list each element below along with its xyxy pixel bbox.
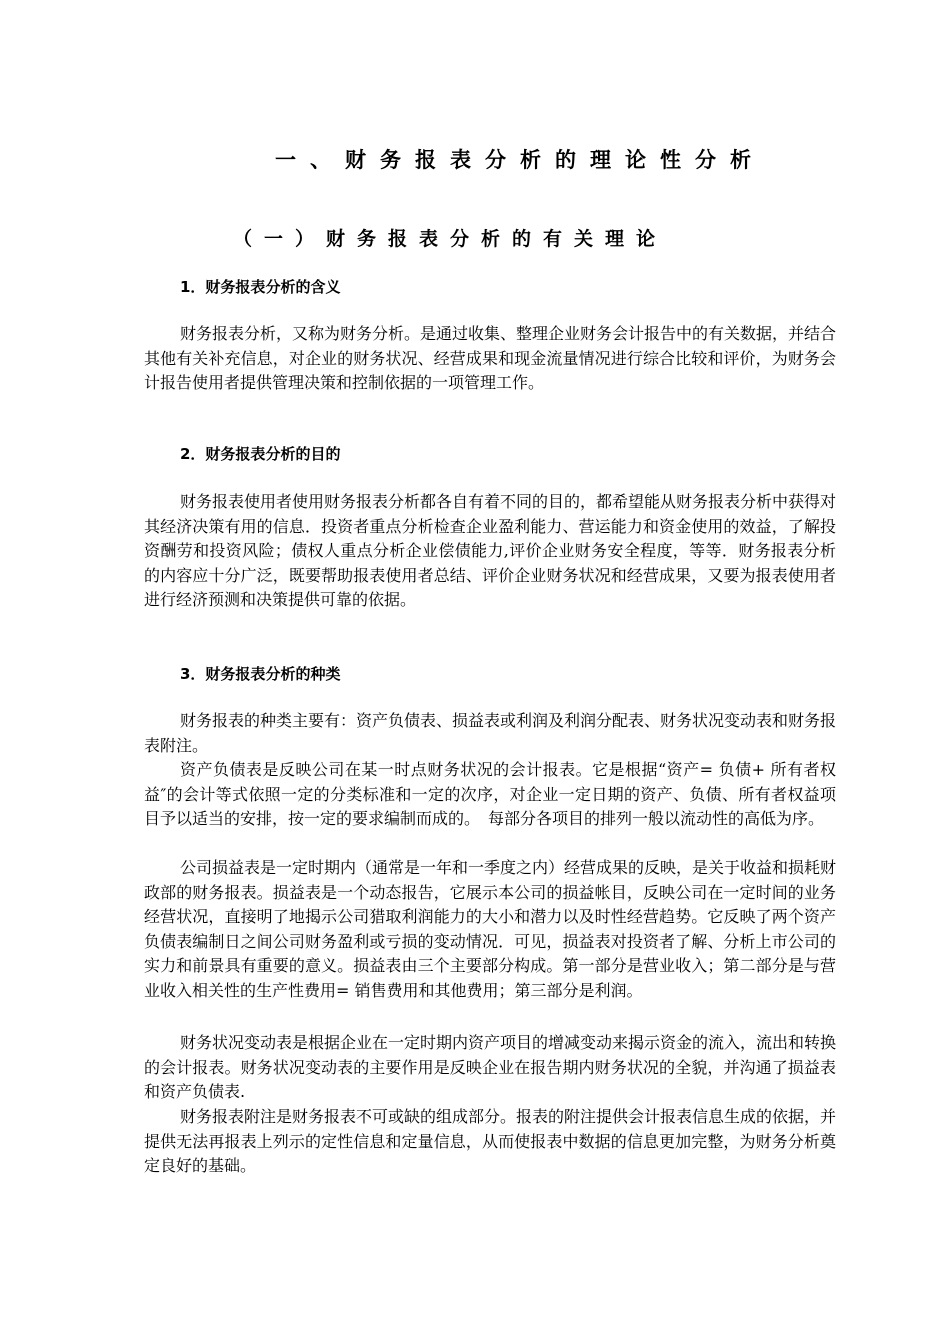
paragraph-types-intro: 财务报表的种类主要有：资产负债表、损益表或利润及利润分配表、财务状况变动表和财务报表附注。 <box>144 711 837 755</box>
section-heading-types: 3．财务报表分析的种类 <box>180 665 341 683</box>
paragraph-notes: 财务报表附注是财务报表不可或缺的组成部分。报表的附注提供会计报表信息生成的依据，并提供无法再报表上列示的定性信息和定量信息，从而使报表中数据的信息更加完整，为财务分析奠定良好的基础。 <box>144 1107 837 1175</box>
paragraph-meaning: 财务报表分析，又称为财务分析。是通过收集、整理企业财务会计报告中的有关数据，并结合其他有关补充信息，对企业的财务状况、经营成果和现金流量情况进行综合比较和评价，为财务会计报告使用者提供管理决策和控制依据的一项管理工作。 <box>144 324 837 392</box>
paragraph-balance-sheet: 资产负债表是反映公司在某一时点财务状况的会计报表。它是根据“资产= 负债+ 所有者权益″的会计等式依照一定的分类标准和一定的次序，对企业一定日期的资产、负债、所有者权益项目予以适当的安排，按一定的要求编制而成的。 每部分各项目的排列一般以流动性的高低为序。 <box>144 760 836 828</box>
paragraph-funds-statement: 财务状况变动表是根据企业在一定时期内资产项目的增减变动来揭示资金的流入，流出和转换的会计报表。财务状况变动表的主要作用是反映企业在报告期内财务状况的全貌，并沟通了损益表和资产负债表. <box>144 1033 837 1101</box>
section-subtitle: （一）财务报表分析的有关理论 <box>232 228 667 250</box>
paragraph-purpose: 财务报表使用者使用财务报表分析都各自有着不同的目的，都希望能从财务报表分析中获得对其经济决策有用的信息．投资者重点分析检查企业盈利能力、营运能力和资金使用的效益，了解投资酬劳和投资风险；债权人重点分析企业偿债能力,评价企业财务安全程度，等等．财务报表分析的内容应十分广泛，既要帮助报表使用者总结、评价企业财务状况和经营成果，又要为报表使用者进行经济预测和决策提供可靠的依据。 <box>144 492 837 609</box>
section-heading-meaning: 1．财务报表分析的含义 <box>180 278 341 296</box>
document-title: 一、财务报表分析的理论性分析 <box>275 148 765 172</box>
section-heading-purpose: 2．财务报表分析的目的 <box>180 445 341 463</box>
paragraph-income-statement: 公司损益表是一定时期内（通常是一年和一季度之内）经营成果的反映，是关于收益和损耗财政部的财务报表。损益表是一个动态报告，它展示本公司的损益帐目，反映公司在一定时间的业务经营状况，直接明了地揭示公司猎取利润能力的大小和潜力以及时性经营趋势。它反映了两个资产负债表编制日之间公司财务盈利或亏损的变动情况．可见，损益表对投资者了解、分析上市公司的实力和前景具有重要的意义。损益表由三个主要部分构成。第一部分是营业收入；第二部分是与营业收入相关性的生产性费用= 销售费用和其他费用；第三部分是利润。 <box>144 858 837 1000</box>
